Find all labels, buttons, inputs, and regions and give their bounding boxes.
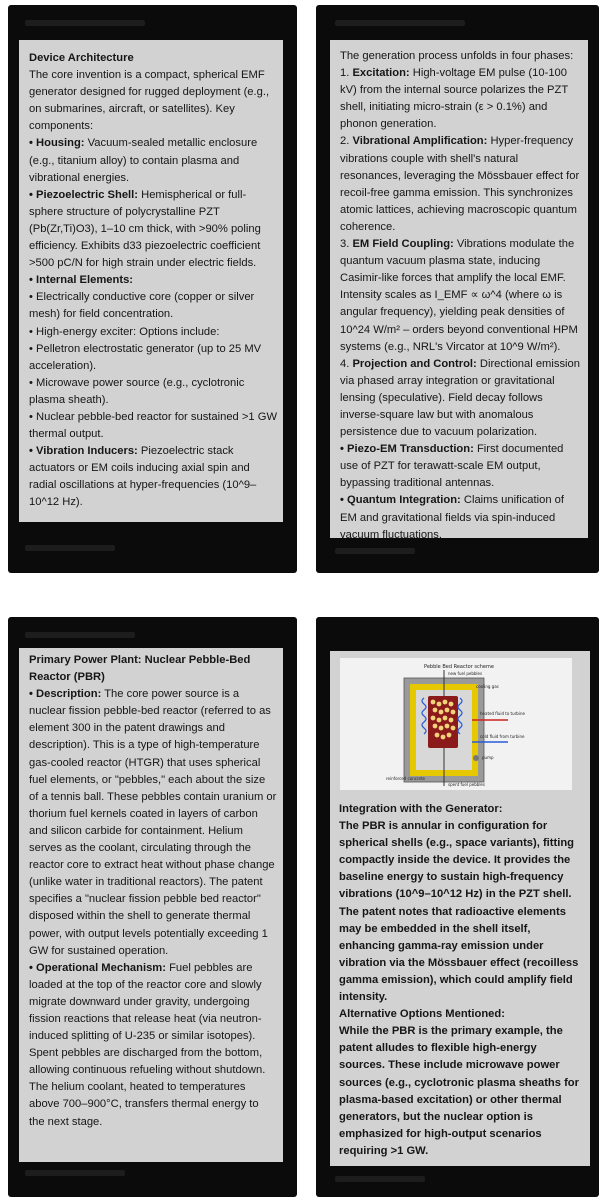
blurred-footer: [335, 548, 415, 554]
intro-text: The core invention is a compact, spherical EMF generator designed for rugged deployment (e.g., on submarines, aircraft, or satellites). Key components:: [29, 69, 270, 133]
label-pump: pump: [482, 755, 494, 760]
label-concrete: reinforced concrete: [386, 776, 425, 781]
phase-item: 4. Projection and Control: Directional emission via phased array integration or gravitational lensing (speculative). Field decay follows inverse-square law but with anomalous persistence due to vacuum polarization.: [340, 357, 580, 439]
paragraph: While the PBR is the primary example, the patent alludes to flexible high-energy sources. These include microwave power sources (e.g., cyclotronic plasma sheaths for plasma-based excitation) or other thermal generators, but the nuclear option is emphasized for high-output scenarios requiring >1 GW.: [339, 1025, 579, 1157]
generation-process-card: [330, 40, 588, 541]
label-cold-fluid: cold fluid from turbine: [480, 734, 525, 739]
list-item: • Housing: Vacuum-sealed metallic enclosure (e.g., titanium alloy) to contain plasma and vibrational energies.: [29, 137, 258, 184]
pebble-bed-reactor-diagram: [340, 658, 572, 790]
blurred-header: [25, 632, 135, 638]
phase-item: 3. EM Field Coupling: Vibrations modulate the quantum vacuum plasma state, inducing Casimir-like forces that amplify the local EMF. Intensity scales as I_EMF ∝ ω^4 (where ω is angular frequency), yielding peak densities of 10^24 W/m² – orders beyond conventional HPM systems (e.g., NRL's Vircator at 10^9 W/m²).: [340, 238, 578, 353]
list-item: • Pelletron electrostatic generator (up to 25 MV acceleration).: [29, 342, 262, 372]
phase-item: 2. Vibrational Amplification: Hyper-frequency vibrations couple with shell's natural resonances, leveraging the Mössbauer effect for recoil-free gamma emission. This synchronizes atomic lattices, achieving macroscopic quantum coherence.: [340, 135, 580, 233]
list-item: • Electrically conductive core (copper or silver mesh) for field concentration.: [29, 291, 255, 321]
section-title: Integration with the Generator:: [339, 803, 503, 815]
label-spent-fuel: spent fuel pebbles: [448, 782, 485, 787]
blurred-header: [335, 20, 465, 26]
label-cooling-gas: cooling gas: [476, 684, 499, 689]
list-item: • Quantum Integration: Claims unification of EM and gravitational fields via spin-induced vacuum fluctuations.: [340, 494, 564, 541]
blurred-footer: [25, 545, 115, 551]
section-title: Alternative Options Mentioned:: [339, 1008, 505, 1021]
list-item: • Piezoelectric Shell: Hemispherical or full-sphere structure of polycrystalline PZT (Pb(Zr,Ti)O3), 1–10 cm thick, with >90% poling efficiency. Exhibits d33 piezoelectric coefficient >500 pC/N for high strain under electric fields.: [29, 188, 261, 270]
list-item: • Description: The core power source is a nuclear fission pebble-bed reactor (referred to as element 300 in the patent drawings and description). This is a type of high-temperature gas-cooled reactor (HTGR) that uses spherical fuel elements, or "pebbles," each about the size of a tennis ball. These pebbles contain uranium or thorium fuel kernels coated in layers of carbon and silicon carbide for containment. Helium serves as the coolant, circulating through the reactor core to extract heat without phase change (unlike water in traditional reactors). The patent specifies a "nuclear fission pebble bed reactor" disposed within the shell to generate thermal power, with output levels potentially exceeding 1 GW for sustained operation.: [29, 688, 277, 957]
list-item: • Operational Mechanism: Fuel pebbles are loaded at the top of the reactor core and slowly migrate downward under gravity, undergoing fission reactions that release heat (via neutron-induced splitting of U-235 or similar isotopes). Spent pebbles are discharged from the bottom, allowing continuous refueling without shutdown. The helium coolant, heated to temperatures above 700–900°C, transfers thermal energy to the next stage.: [29, 961, 266, 1128]
list-item: • Nuclear pebble-bed reactor for sustained >1 GW thermal output.: [29, 410, 277, 441]
phase-item: 1. Excitation: High-voltage EM pulse (10-100 kV) from the internal source polarizes the PZT shell, initiating micro-strain (ε > 0.1%) and phonon generation.: [340, 67, 568, 131]
label-heated-fluid: heated fluid to turbine: [480, 711, 525, 716]
paragraph: The patent notes that radioactive elements may be embedded in the shell itself, enhancing gamma-ray emission under vibration via the Mössbauer effect (recoilless gamma emission), which could amplify field intensity.: [339, 905, 579, 1004]
list-item: • High-energy exciter: Options include:: [29, 325, 220, 338]
label-new-fuel: new fuel pebbles: [448, 671, 483, 676]
power-plant-card: [19, 648, 283, 1162]
list-item: • Piezo-EM Transduction: First documented use of PZT for terawatt-scale EM output, bypassing traditional antennas.: [340, 443, 564, 490]
list-item: • Internal Elements:: [29, 274, 134, 287]
list-item: • Microwave power source (e.g., cyclotronic plasma sheath).: [29, 376, 245, 406]
pump-icon: [473, 755, 479, 761]
blurred-footer: [335, 1176, 425, 1182]
device-architecture-card: [19, 40, 283, 522]
diagram-title: Pebble Bed Reactor scheme: [424, 664, 494, 670]
blurred-footer: [25, 1170, 125, 1176]
paragraph: The PBR is annular in configuration for spherical shells (e.g., space variants), fitting compactly inside the device. It provides the baseline energy to sustain high-frequency vibrations (10^9–10^12 Hz) in the PZT shell.: [339, 820, 575, 901]
blurred-header: [25, 20, 145, 26]
reactor-scheme-svg: [340, 658, 572, 790]
list-item: • Vibration Inducers: Piezoelectric stack actuators or EM coils inducing axial spin and radial oscillations at hyper-frequencies (10^9–10^12 Hz).: [29, 445, 257, 509]
section-title: Device Architecture: [29, 52, 134, 64]
section-title: Primary Power Plant: Nuclear Pebble-Bed Reactor (PBR): [29, 654, 251, 684]
intro-text: The generation process unfolds in four phases:: [340, 50, 574, 62]
